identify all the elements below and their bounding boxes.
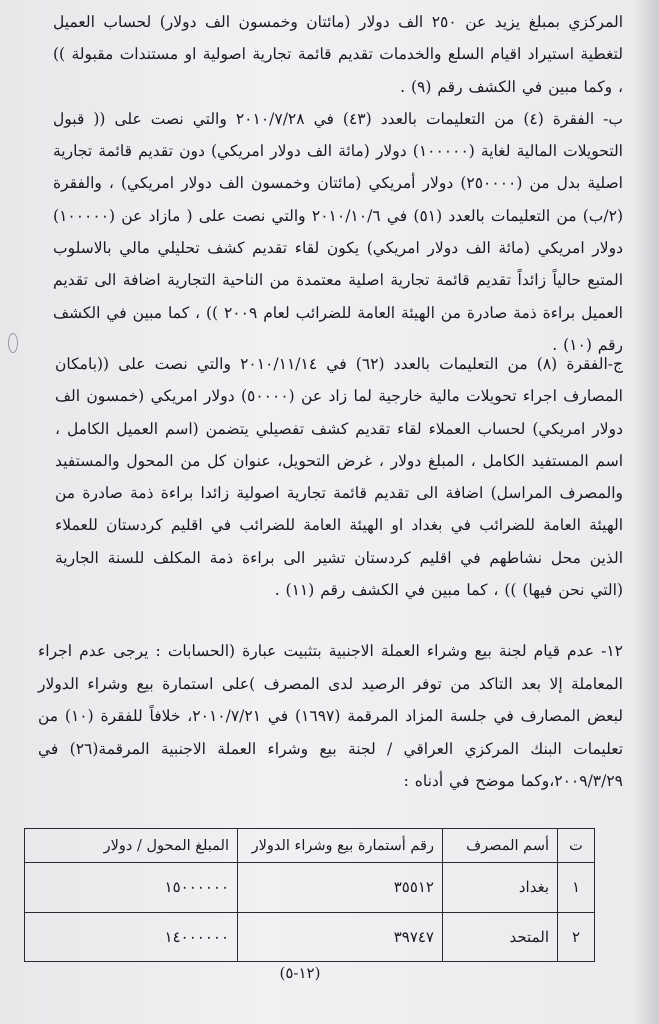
cell-bank-name: بغداد [443,863,558,912]
cell-serial: ١ [558,863,595,912]
paragraph-continuation: المركزي بمبلغ يزيد عن ٢٥٠ الف دولار (مائتان وخمسون الف دولار) لحساب العميل لتغطية استيراد اقيام السلع والخدمات تقديم قائمة تجارية اصولية او مستندات مقبولة )) ، وكما مبين في الكشف رقم (٩) . [53,13,623,96]
table-row [25,863,595,912]
cell-form-number: ٣٩٧٤٧ [238,912,443,961]
cell-amount: ١٥٠٠٠٠٠٠ [25,863,238,912]
cell-bank-name: المتحد [443,912,558,961]
cell-form-number: ٣٥٥١٢ [238,863,443,912]
paragraph-b: ب- الفقرة (٤) من التعليمات بالعدد (٤٣) في ٢٠١٠/٧/٢٨ والتي نصت على (( قبول التحويلات المالية لغاية (١٠٠٠٠٠) دولار (مائة الف دولار امريكي) دون تقديم قائمة تجارية اصلية بدل من (٢٥٠٠٠٠) دولار أمريكي (مائتان وخمسون الف دولار امريكي) ، والفقرة (٢/ب) من التعليمات بالعدد (٥١) في ٢٠١٠/١٠/٦ والتي نصت على ( مازاد عن (١٠٠٠٠٠) دولار امريكي (مائة الف دولار امريكي) يكون لقاء تقديم كشف تحليلي مالي بالاسلوب المتبع حالياً زائداً تقديم قائمة تجارية اصلية معتمدة من الناحية التجارية اضافة الى تقديم العميل براءة ذمة صادرة من الهيئة العامة للضرائب لعام ٢٠٠٩ )) ، كما مبين في الكشف رقم (١٠) . [53,109,623,354]
table-header-row [25,829,595,863]
text-block-item-12 [38,635,623,798]
table-row [25,912,595,961]
text-block-middle [55,348,623,606]
text-block-top [53,6,623,361]
paragraph-12: ١٢- عدم قيام لجنة بيع وشراء العملة الاجنبية بتثبيت عبارة (الحسابات : يرجى عدم اجراء المعاملة إلا بعد التاكد من توفر الرصيد لدى المصرف )على استمارة بيع وشراء الدولار لبعض المصارف في جلسة المزاد المرقمة (١٦٩٧) في ٢٠١٠/٧/٢١، خلافاً للفقرة (١٠) من تعليمات البنك المركزي العراقي / لجنة بيع وشراء العملة الاجنبية المرقمة(٢٦) في ٢٠٠٩/٣/٢٩،وكما موضح في أدناه : [38,642,624,790]
header-bank-name: أسم المصرف [443,829,558,863]
page-number: (١٢-٥) [279,964,321,982]
punch-hole-mark [8,333,18,353]
cell-serial: ٢ [558,912,595,961]
header-form-number: رقم أستمارة بيع وشراء الدولار [238,829,443,863]
page-edge-shadow [633,0,659,1024]
transfers-table [24,828,595,962]
header-amount: المبلغ المحول / دولار [25,829,238,863]
header-serial: ت [558,829,595,863]
cell-amount: ١٤٠٠٠٠٠٠ [25,912,238,961]
paragraph-c: ج-الفقرة (٨) من التعليمات بالعدد (٦٢) في ٢٠١٠/١١/١٤ والتي نصت على ((بامكان المصارف اجراء تحويلات مالية خارجية لما زاد عن (٥٠٠٠٠) دولار امريكي (خمسون الف دولار امريكي) لحساب العملاء لقاء تقديم كشف تفصيلي يتضمن (اسم العميل الكامل ، اسم المستفيد الكامل ، المبلغ دولار ، غرض التحويل، عنوان كل من المحول والمستفيد والمصرف المراسل) اضافة الى تقديم قائمة تجارية اصولية زائدا براءة ذمة صادرة من الهيئة العامة للضرائب في بغداد او الهيئة العامة للضرائب في اقليم كردستان للعملاء الذين محل نشاطهم في اقليم كردستان تشير الى براءة ذمة المكلف للسنة الجارية (التي نحن فيها) )) ، كما مبين في الكشف رقم (١١) . [55,355,623,600]
